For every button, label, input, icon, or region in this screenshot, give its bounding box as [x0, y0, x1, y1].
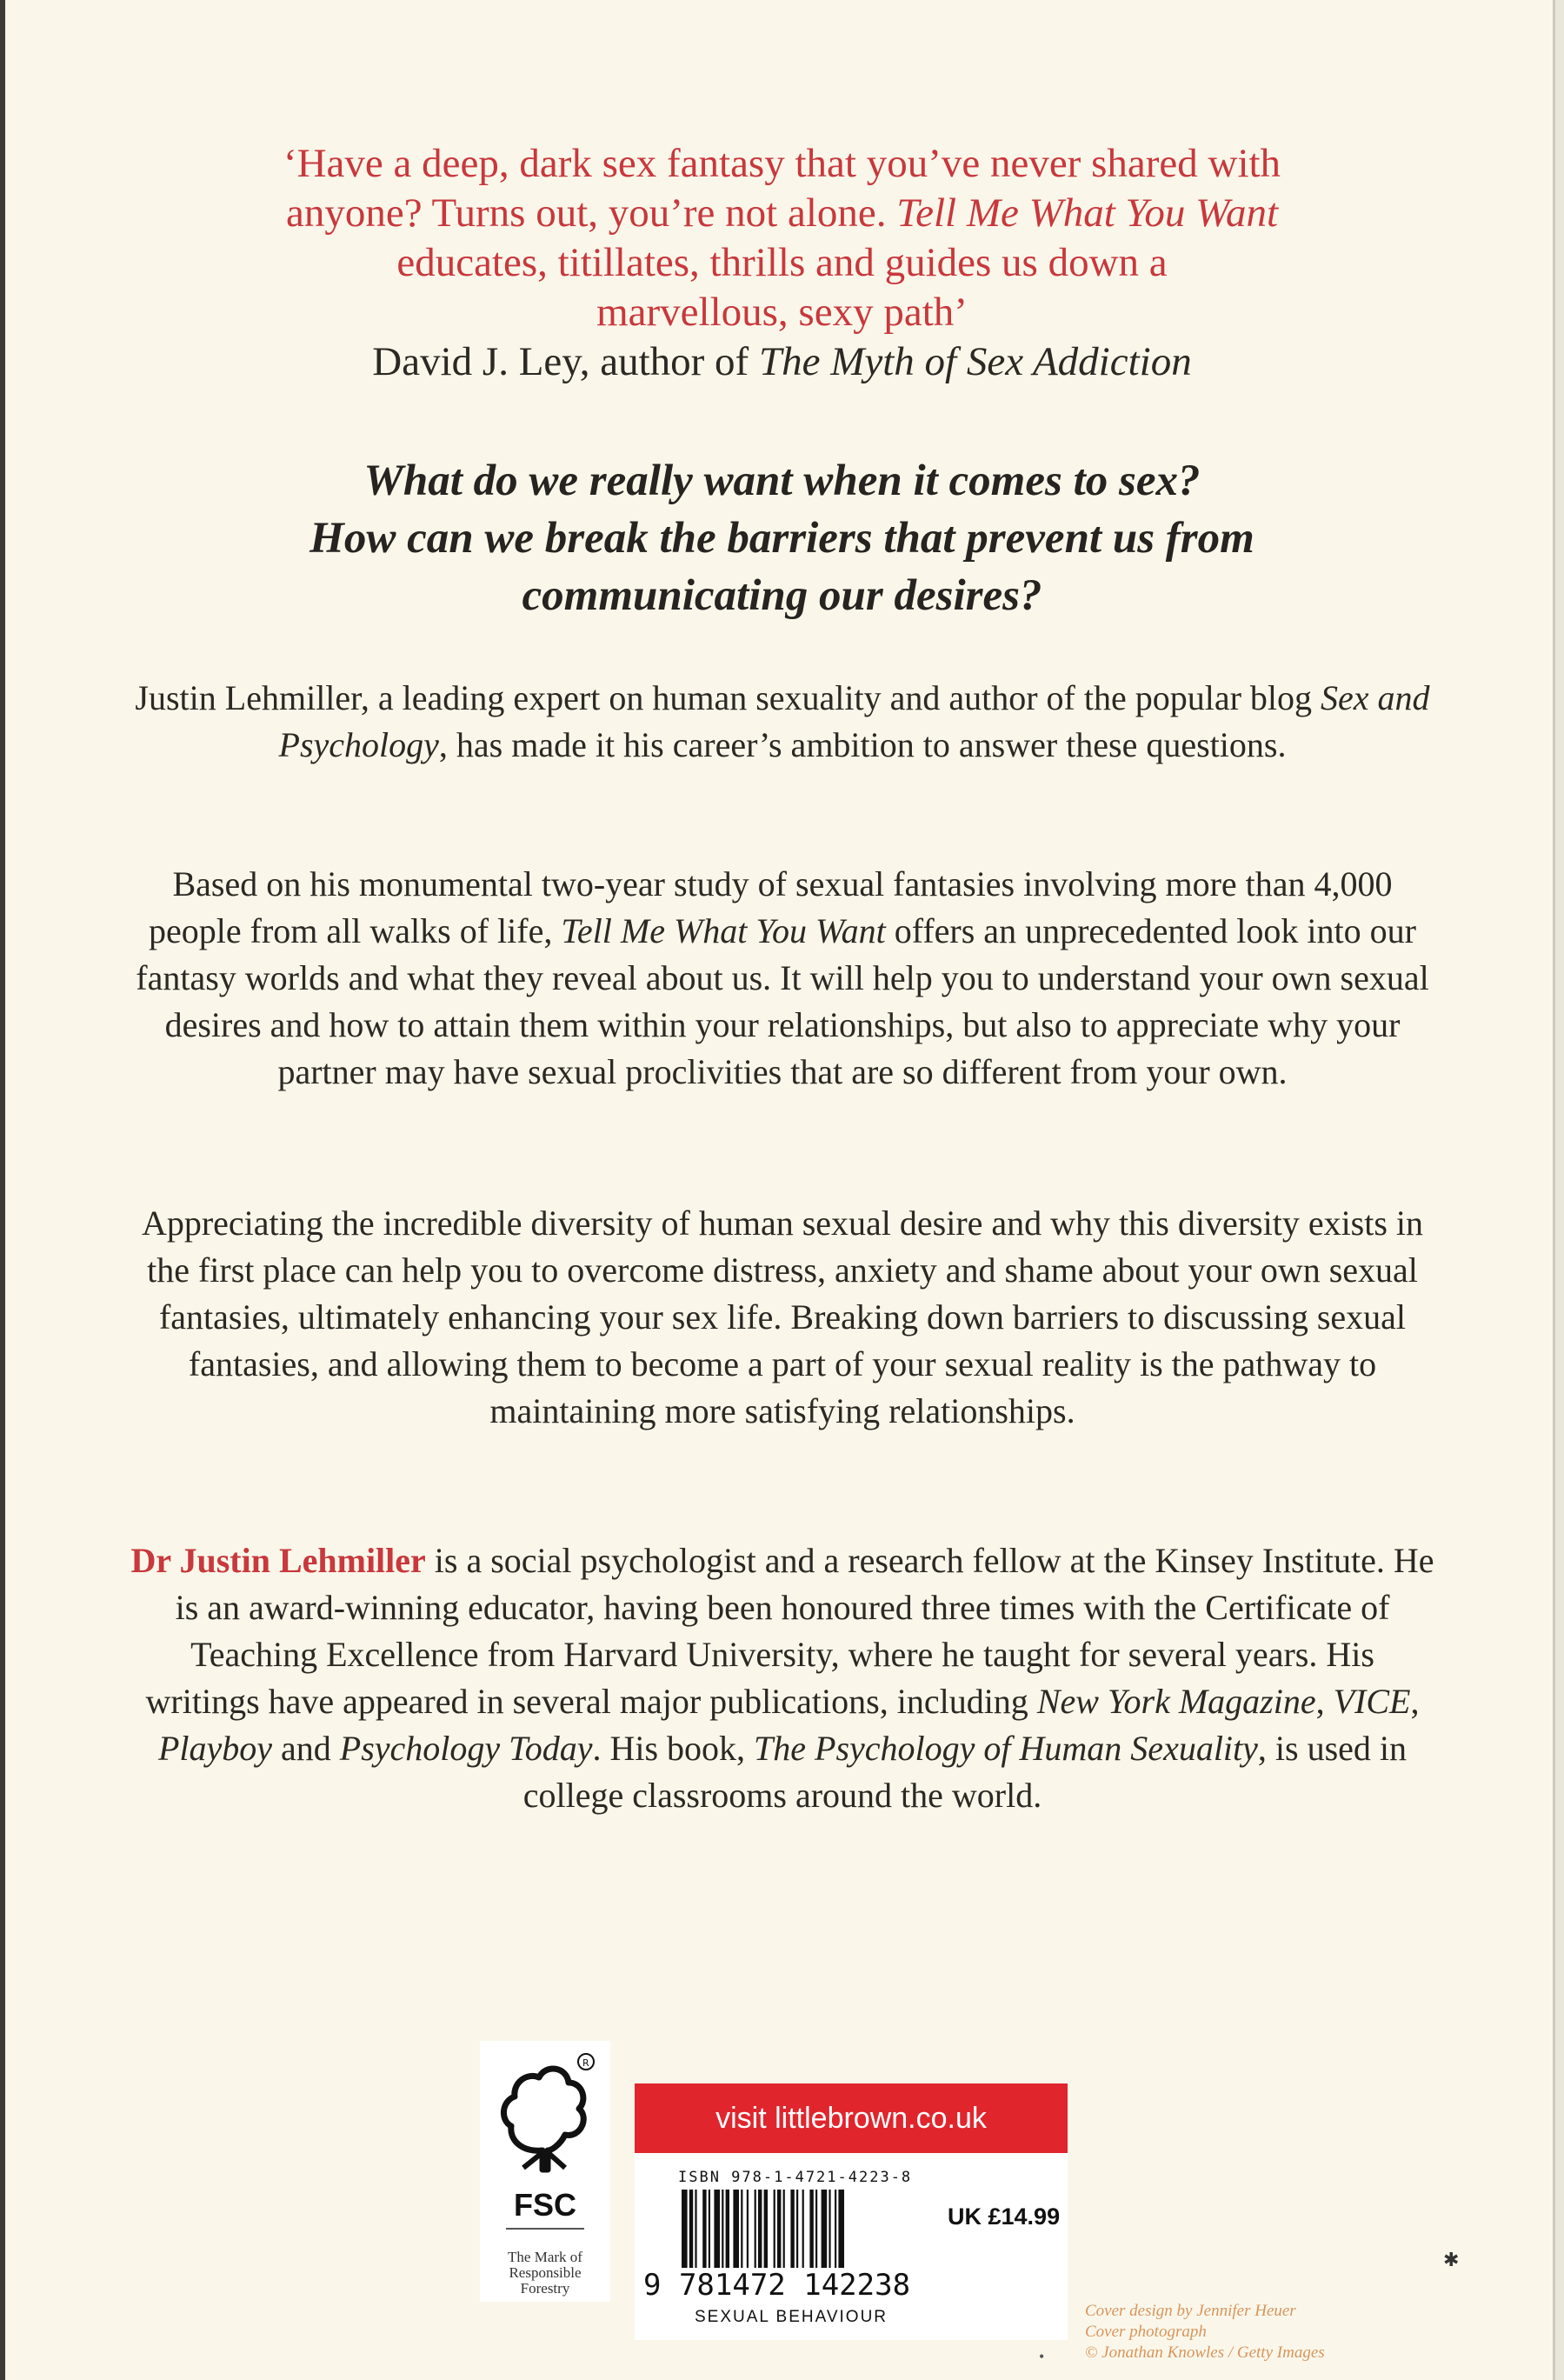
- book-title: Tell Me What You Want: [561, 911, 886, 950]
- diversity-paragraph: Appreciating the incredible diversity of human sexual desire and why this diversity exists in the first place can help you to overcome distress, anxiety and shame about your own sexual fantasies, ultimately enhancing your sex life. Breaking down barriers to discussing sexual fantasies, and allowing them to become a part of your sexual reality is the pathway to maintaining more satisfying relationships.: [141, 1203, 1424, 1430]
- fsc-tagline-line: Responsible: [509, 2264, 582, 2281]
- author-book-title: The Psychology of Human Sexuality: [754, 1729, 1258, 1768]
- printer-mark: ✱: [1443, 2249, 1460, 2270]
- svg-text:R: R: [582, 2057, 589, 2069]
- quote-attribution: [0, 337, 1564, 387]
- tagline-line: How can we break the barriers that prevent us from: [309, 514, 1255, 563]
- paragraph-text: Based on his monumental two-year study of sexual fantasies involving more than 4,000 people from all walks of life,: [149, 864, 1393, 950]
- tagline: [0, 452, 1564, 624]
- quote-book-title: Tell Me What You Want: [896, 190, 1279, 236]
- bio-text: ,: [1410, 1682, 1420, 1721]
- quote-line: ‘Have a deep, dark sex fantasy that you’ve never shared with: [283, 141, 1281, 186]
- paragraph-text: offers an unprecedented look into our fantasy worlds and what they reveal about us. It will help you to understand your own sexual desires and how to attain them within your relationships, but also to appreciate why your partner may have sexual proclivities that are so different from your own.: [136, 911, 1429, 1091]
- publication-name: VICE: [1333, 1682, 1411, 1721]
- study-paragraph: [130, 861, 1434, 1096]
- author-bio: [130, 1537, 1434, 1819]
- publication-name: Psychology Today: [339, 1729, 593, 1768]
- cover-credits: [1085, 2301, 1467, 2363]
- credit-line: Cover design by Jennifer Heuer: [1085, 2302, 1296, 2320]
- fsc-tagline-line: Forestry: [520, 2280, 570, 2297]
- publisher-website-banner[interactable]: visit littlebrown.co.uk: [635, 2083, 1068, 2153]
- price-label: UK £14.99: [948, 2203, 1061, 2230]
- bio-text: and: [272, 1729, 340, 1768]
- fsc-label: FSC: [514, 2187, 576, 2223]
- tagline-line: communicating our desires?: [522, 571, 1042, 620]
- bio-text: is a social psychologist and a research fellow at the Kinsey Institute. He is an award-winning educator, having been honoured three times with the Certificate of Teaching Excellence from Harvard University, where he taught for several years. His writings have appeared in several major publications, including: [145, 1541, 1434, 1721]
- divider: [506, 2228, 584, 2230]
- paragraph-text: , has made it his career’s ambition to answer these questions.: [438, 725, 1287, 764]
- blog-title: Sex and Psychology: [278, 678, 1430, 764]
- quote-line: marvellous, sexy path’: [596, 290, 968, 335]
- bio-text: ,: [1315, 1682, 1334, 1721]
- attribution-text: David J. Ley, author of: [372, 339, 759, 384]
- tagline-line: What do we really want when it comes to sex?: [363, 457, 1201, 505]
- credit-line: © Jonathan Knowles / Getty Images: [1085, 2343, 1325, 2362]
- quote-text: anyone? Turns out, you’re not alone.: [285, 190, 897, 236]
- bio-text: , is used in college classrooms around the world.: [522, 1729, 1408, 1815]
- publication-name: Playboy: [157, 1729, 272, 1768]
- paragraph-text: Justin Lehmiller, a leading expert on human sexuality and author of the popular blog: [135, 678, 1321, 717]
- fsc-tagline-line: The Mark of: [508, 2249, 582, 2265]
- fsc-tagline: [480, 2250, 610, 2297]
- quote-line: [0, 189, 1564, 238]
- isbn-number: ISBN 978-1-4721-4223-8: [678, 2169, 913, 2186]
- barcode-panel: [635, 2153, 1068, 2340]
- review-blurb: [0, 139, 1564, 387]
- printer-dot: •: [1039, 2348, 1045, 2365]
- author-name: Dr Justin Lehmiller: [130, 1541, 426, 1580]
- bio-text: . His book,: [592, 1729, 755, 1768]
- intro-paragraph: [130, 675, 1434, 769]
- quote-line: educates, titillates, thrills and guides us down a: [396, 240, 1168, 285]
- attribution-book-title: The Myth of Sex Addiction: [758, 339, 1192, 384]
- barcode-icon: [680, 2190, 941, 2277]
- category-label: SEXUAL BEHAVIOUR: [694, 2308, 888, 2326]
- fsc-logo: [480, 2041, 610, 2302]
- barcode-digits: 9 781472 142238: [643, 2268, 911, 2303]
- publication-name: New York Magazine: [1036, 1682, 1316, 1721]
- credit-line: Cover photograph: [1085, 2323, 1207, 2341]
- fsc-tree-icon: [489, 2048, 602, 2187]
